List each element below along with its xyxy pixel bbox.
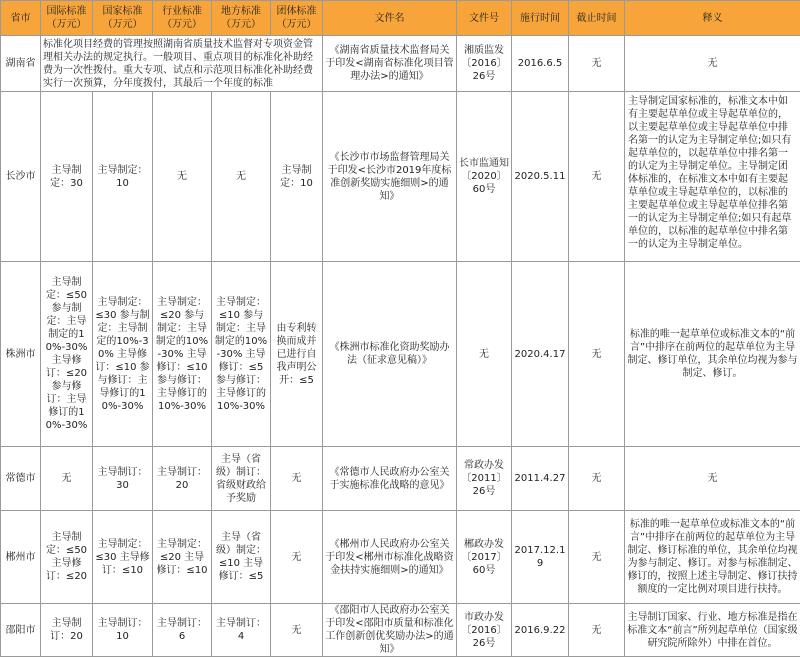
table-row (1, 511, 800, 604)
header-province: 省市 (1, 1, 41, 36)
national-cell: 主导制定：≤30 参与制定：主导制定的10%-30% 主导修订：≤10 参与修订：主导修订的10%-30% (93, 262, 153, 447)
group-cell: 由专利转换而成并已进行自我声明公开：≤5 (271, 262, 323, 447)
file-name-cell: 《邵阳市人民政府办公室关于印发<邵阳市质量和标准化工作创新创优奖励办法>的通知》 (323, 604, 457, 657)
table-row (1, 604, 800, 657)
start-cell: 2020.4.17 (512, 262, 569, 447)
note-cell: 标准的唯一起草单位或标准文本的“前言”中排序在前两位的起草单位为主导制定、修订单位，其余单位均视为参与制定、修订。 (625, 262, 800, 447)
header-file-name: 文件名 (323, 1, 457, 36)
file-no-cell: 无 (457, 262, 512, 447)
city-cell: 郴州市 (1, 511, 41, 604)
intl-cell: 主导制定：≤50 主导修订：≤20 (41, 511, 93, 604)
local-cell: 主导制订：4 (212, 604, 271, 657)
header-file-no: 文件号 (457, 1, 512, 36)
industry-cell: 主导制定：≤20 参与制定：主导制定的10%-30% 主导修订：≤10 参与修订：主导修订的10%-30% (153, 262, 212, 447)
header-national: 国家标准（万元） (93, 1, 153, 36)
industry-cell: 主导制订：20 (153, 447, 212, 511)
header-local: 地方标准（万元） (212, 1, 271, 36)
national-cell: 主导制定：≤30 主导修订：≤10 (93, 511, 153, 604)
city-cell: 株洲市 (1, 262, 41, 447)
header-start: 施行时间 (512, 1, 569, 36)
header-group: 团体标准（万元） (271, 1, 323, 36)
industry-cell: 主导制订：6 (153, 604, 212, 657)
end-cell: 无 (569, 262, 625, 447)
start-cell: 2016.9.22 (512, 604, 569, 657)
header-row (1, 1, 800, 36)
national-cell: 主导制订：30 (93, 447, 153, 511)
note-cell: 无 (625, 36, 800, 92)
city-cell: 湖南省 (1, 36, 41, 92)
file-no-cell: 市政办发〔2016〕26号 (457, 604, 512, 657)
city-cell: 邵阳市 (1, 604, 41, 657)
note-cell: 无 (625, 447, 800, 511)
city-cell: 长沙市 (1, 92, 41, 262)
industry-cell: 无 (153, 92, 212, 262)
intl-cell: 无 (41, 447, 93, 511)
end-cell: 无 (569, 604, 625, 657)
end-cell: 无 (569, 447, 625, 511)
file-name-cell: 《常德市人民政府办公室关于实施标准化战略的意见》 (323, 447, 457, 511)
file-no-cell: 长市监通知〔2020〕60号 (457, 92, 512, 262)
start-cell: 2020.5.11 (512, 92, 569, 262)
file-name-cell: 《长沙市市场监督管理局关于印发<长沙市2019年度标准创新奖励实施细则>的通知》 (323, 92, 457, 262)
file-no-cell: 郴政办发〔2017〕60号 (457, 511, 512, 604)
local-cell: 无 (212, 92, 271, 262)
end-cell: 无 (569, 36, 625, 92)
local-cell: 主导（省级）制订：省级财政给予奖励 (212, 447, 271, 511)
city-cell: 常德市 (1, 447, 41, 511)
group-cell: 无 (271, 511, 323, 604)
industry-cell: 主导制定：≤20 主导修订：≤10 (153, 511, 212, 604)
file-name-cell: 《湖南省质量技术监督局关于印发<湖南省标准化项目管理办法>的通知》 (323, 36, 457, 92)
intl-cell: 主导制订：20 (41, 604, 93, 657)
file-no-cell: 湘质监发〔2016〕26号 (457, 36, 512, 92)
table-row (1, 447, 800, 511)
local-cell: 主导制定：≤10 参与制定：主导制定的10%-30% 主导修订：≤5 参与修订：主导修订的10%-30% (212, 262, 271, 447)
file-no-cell: 常政办发〔2011〕26号 (457, 447, 512, 511)
header-end: 截止时间 (569, 1, 625, 36)
end-cell: 无 (569, 511, 625, 604)
intl-cell: 主导制定：≤50 参与制定：主导制定的10%-30% 主导修订：≤20 参与修订：主导修订的10%-30% (41, 262, 93, 447)
group-cell: 无 (271, 604, 323, 657)
note-cell: 主导制定国家标准的，标准文本中如有主要起草单位或主导起草单位的，以主要起草单位或主导起草单位中排名第一的认定为主导制定单位;如只有起草单位的，以起草单位中排名第一的认定为主导制定单位。主导制定团体标准的，在标准文本中如有主要起草单位或主导起草单位的，以标准的主要起草单位或主导起草单位排名第一的认定为主导制定单位;如只有起草单位的，以标准的起草单位中排名第一的认定为主导制定单位。 (625, 92, 800, 262)
table-row (1, 36, 800, 92)
national-cell: 主导制订：10 (93, 604, 153, 657)
intl-cell: 主导制定：30 (41, 92, 93, 262)
end-cell: 无 (569, 92, 625, 262)
group-cell: 无 (271, 447, 323, 511)
note-cell: 主导制订国家、行业、地方标准是指在标准文本“前言”所列起草单位（国家级研究院所除外）中排在首位。 (625, 604, 800, 657)
local-cell: 主导（省级）制定：≤10 主导修订：≤5 (212, 511, 271, 604)
note-cell: 标准的唯一起草单位或标准文本的“前言”中排序在前两位的起草单位为主导制定、修订标准的单位，其余单位均视为参与制定、修订。对参与标准制定、修订的，按照上述主导制定、修订扶持额度的一定比例对项目进行扶持。 (625, 511, 800, 604)
merged-cell: 标准化项目经费的管理按照湖南省质量技术监督对专项资金管理相关办法的规定执行。一般项目、重点项目的标准化补助经费为一次性拨付。重大专项、试点和示范项目标准化补助经费实行一次预算，分年度拨付，其最后一个年度的标准 (41, 36, 323, 92)
start-cell: 2011.4.27 (512, 447, 569, 511)
start-cell: 2017.12.19 (512, 511, 569, 604)
header-intl: 国际标准（万元） (41, 1, 93, 36)
table-row (1, 92, 800, 262)
file-name-cell: 《郴州市人民政府办公室关于印发<郴州市标准化战略资金扶持实施细则>的通知》 (323, 511, 457, 604)
header-note: 释义 (625, 1, 800, 36)
file-name-cell: 《株洲市标准化资助奖励办法（征求意见稿）》 (323, 262, 457, 447)
table-row (1, 262, 800, 447)
national-cell: 主导制定：10 (93, 92, 153, 262)
group-cell: 主导制定：10 (271, 92, 323, 262)
header-industry: 行业标准（万元） (153, 1, 212, 36)
start-cell: 2016.6.5 (512, 36, 569, 92)
